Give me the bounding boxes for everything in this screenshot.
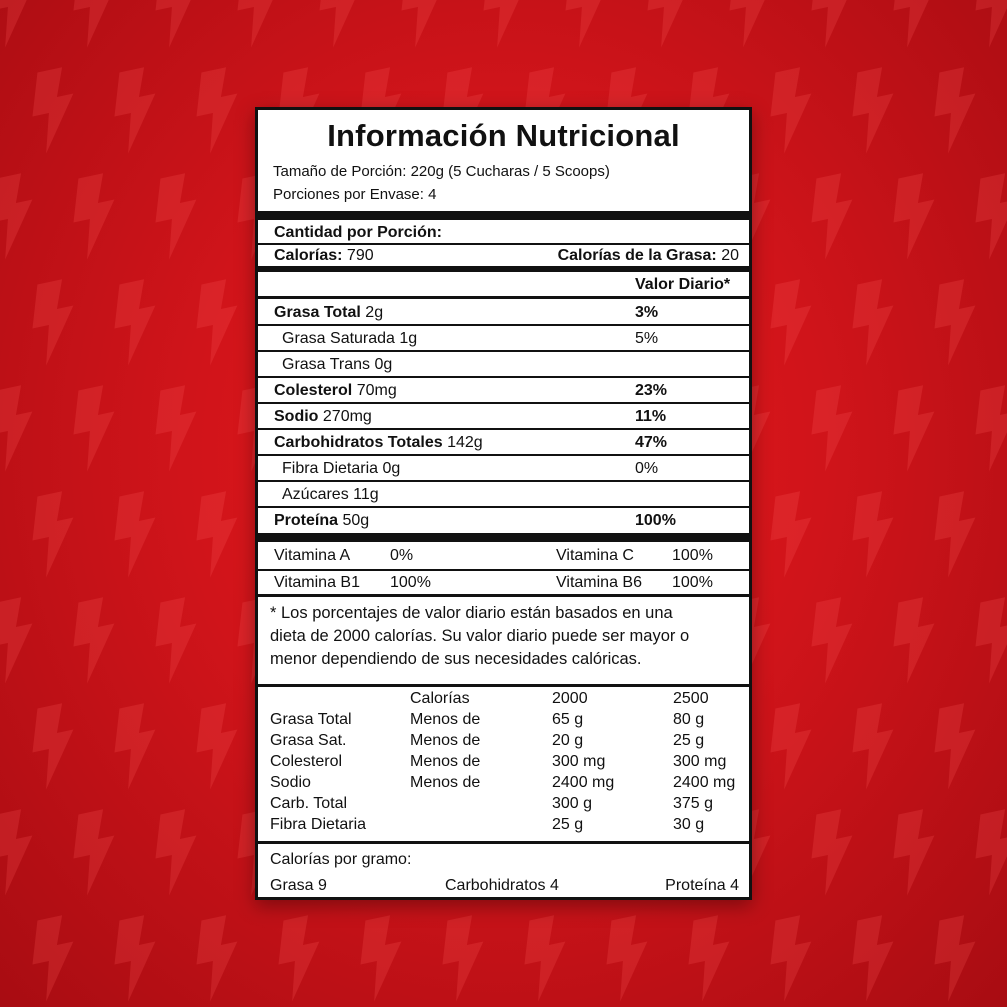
lightning-bolt-icon (803, 596, 864, 685)
reference-table-cell: Grasa Sat. (270, 732, 347, 749)
lightning-bolt-icon (475, 0, 536, 49)
lightning-bolt-icon (762, 914, 823, 1003)
thick-divider (258, 211, 749, 220)
lightning-bolt-icon (967, 596, 1007, 685)
vitamin-b6: Vitamina B6 (556, 574, 642, 591)
lightning-bolt-icon (885, 172, 946, 261)
footnote-line: menor dependiendo de sus necesidades calóricas. (270, 650, 642, 668)
reference-table-cell: 2000 (552, 690, 588, 707)
lightning-bolt-icon (188, 490, 249, 579)
lightning-bolt-icon (147, 384, 208, 473)
reference-table-cell: 65 g (552, 711, 584, 728)
nutrient-name: Carbohidratos Totales 142g (274, 434, 483, 451)
reference-table-cell: 300 mg (552, 753, 606, 770)
reference-table-cell: Sodio (270, 774, 311, 791)
lightning-bolt-icon (0, 172, 43, 261)
lightning-bolt-icon (65, 172, 126, 261)
lightning-bolt-icon (926, 702, 987, 791)
lightning-bolt-icon (762, 490, 823, 579)
lightning-bolt-icon (557, 0, 618, 49)
lightning-bolt-icon (147, 172, 208, 261)
lightning-bolt-icon (926, 914, 987, 1003)
lightning-bolt-icon (106, 66, 167, 155)
nutrient-name: Grasa Saturada 1g (282, 330, 418, 347)
divider (258, 480, 749, 482)
divider (258, 569, 749, 571)
lightning-bolt-icon (844, 490, 905, 579)
reference-table-cell: 2500 (673, 690, 709, 707)
lightning-bolt-icon (844, 914, 905, 1003)
vitamin-c-value: 100% (672, 547, 713, 564)
lightning-bolt-icon (885, 0, 946, 49)
nutrition-facts-label (255, 107, 752, 900)
daily-value-header: Valor Diario* (635, 276, 731, 293)
lightning-bolt-icon (803, 808, 864, 897)
lightning-bolt-icon (721, 0, 782, 49)
nutrient-percent: 100% (635, 512, 676, 529)
reference-table-cell: 2400 mg (673, 774, 736, 791)
reference-table-cell: 2400 mg (552, 774, 615, 791)
reference-table-cell: Menos de (410, 711, 481, 728)
divider (258, 684, 749, 687)
nutrient-percent: 0% (635, 460, 659, 477)
vitamin-a-value: 0% (390, 547, 414, 564)
lightning-bolt-icon (762, 278, 823, 367)
thick-divider (258, 533, 749, 542)
lightning-bolt-icon (352, 914, 413, 1003)
reference-table-cell: 375 g (673, 795, 714, 812)
nutrient-name: Azúcares 11g (282, 486, 379, 503)
lightning-bolt-icon (844, 66, 905, 155)
lightning-bolt-icon (106, 914, 167, 1003)
lightning-bolt-icon (762, 702, 823, 791)
nutrient-name: Sodio 270mg (274, 408, 372, 425)
lightning-bolt-icon (188, 278, 249, 367)
divider (258, 350, 749, 352)
vitamin-b6-value: 100% (672, 574, 713, 591)
reference-table-cell: Menos de (410, 774, 481, 791)
lightning-bolt-icon (229, 0, 290, 49)
nutrient-name: Fibra Dietaria 0g (282, 460, 401, 477)
divider (258, 454, 749, 456)
fat-calories-per-gram: Grasa 9 (270, 877, 327, 894)
lightning-bolt-icon (188, 702, 249, 791)
lightning-bolt-icon (65, 384, 126, 473)
lightning-bolt-icon (680, 914, 741, 1003)
lightning-bolt-icon (24, 914, 85, 1003)
carbs-calories-per-gram: Carbohidratos 4 (445, 877, 559, 894)
reference-table-cell: Carb. Total (270, 795, 348, 812)
lightning-bolt-icon (65, 0, 126, 49)
lightning-bolt-icon (967, 0, 1007, 49)
reference-table-cell: 30 g (673, 816, 705, 833)
vitamin-a: Vitamina A (274, 547, 351, 564)
lightning-bolt-icon (24, 278, 85, 367)
lightning-bolt-icon (844, 278, 905, 367)
lightning-bolt-icon (885, 596, 946, 685)
lightning-bolt-icon (434, 914, 495, 1003)
lightning-bolt-icon (270, 914, 331, 1003)
lightning-bolt-icon (147, 0, 208, 49)
divider (258, 594, 749, 597)
lightning-bolt-icon (24, 702, 85, 791)
reference-table-cell: 300 g (552, 795, 593, 812)
footnote-line: dieta de 2000 calorías. Su valor diario puede ser mayor o (270, 627, 690, 645)
reference-table-cell: Grasa Total (270, 711, 352, 728)
lightning-bolt-icon (147, 596, 208, 685)
lightning-bolt-icon (967, 384, 1007, 473)
calories-per-gram-label: Calorías por gramo: (270, 851, 412, 868)
lightning-bolt-icon (885, 808, 946, 897)
lightning-bolt-icon (106, 278, 167, 367)
nutrient-percent: 47% (635, 434, 668, 451)
divider (258, 243, 749, 245)
lightning-bolt-icon (967, 808, 1007, 897)
lightning-bolt-icon (147, 808, 208, 897)
protein-calories-per-gram: Proteína 4 (665, 877, 739, 894)
divider (258, 376, 749, 378)
servings-per-container: Porciones por Envase: 4 (273, 186, 437, 203)
lightning-bolt-icon (393, 0, 454, 49)
lightning-bolt-icon (762, 66, 823, 155)
reference-table-cell: Calorías (410, 690, 470, 707)
nutrient-name: Proteína 50g (274, 512, 370, 529)
lightning-bolt-icon (311, 0, 372, 49)
lightning-bolt-icon (0, 0, 43, 49)
lightning-bolt-icon (24, 490, 85, 579)
lightning-bolt-icon (24, 66, 85, 155)
lightning-bolt-icon (0, 596, 43, 685)
serving-size: Tamaño de Porción: 220g (5 Cucharas / 5 Scoops) (273, 163, 610, 180)
reference-table-cell: Menos de (410, 732, 481, 749)
nutrient-name: Grasa Trans 0g (282, 356, 393, 373)
lightning-bolt-icon (106, 702, 167, 791)
lightning-bolt-icon (598, 914, 659, 1003)
lightning-bolt-icon (926, 66, 987, 155)
nutrient-percent: 23% (635, 382, 668, 399)
divider (258, 841, 749, 844)
reference-table-cell: 300 mg (673, 753, 727, 770)
reference-table-cell: Colesterol (270, 753, 343, 770)
vitamin-b1: Vitamina B1 (274, 574, 360, 591)
lightning-bolt-icon (803, 384, 864, 473)
lightning-bolt-icon (844, 702, 905, 791)
divider (258, 324, 749, 326)
nutrient-percent: 3% (635, 304, 659, 321)
lightning-bolt-icon (516, 914, 577, 1003)
footnote (270, 602, 739, 671)
nutrient-percent: 5% (635, 330, 659, 347)
lightning-bolt-icon (188, 914, 249, 1003)
divider (258, 428, 749, 430)
lightning-bolt-icon (967, 172, 1007, 261)
vitamin-b1-value: 100% (390, 574, 431, 591)
label-title: Información Nutricional (327, 118, 680, 153)
reference-table-cell: 80 g (673, 711, 705, 728)
nutrient-name: Grasa Total 2g (274, 304, 384, 321)
lightning-bolt-icon (65, 808, 126, 897)
lightning-bolt-icon (65, 596, 126, 685)
reference-table-cell: 25 g (552, 816, 584, 833)
nutrient-percent: 11% (635, 408, 667, 425)
lightning-bolt-icon (926, 490, 987, 579)
reference-table-cell: 25 g (673, 732, 705, 749)
vitamin-c: Vitamina C (556, 547, 634, 564)
lightning-bolt-icon (106, 490, 167, 579)
lightning-bolt-icon (803, 0, 864, 49)
lightning-bolt-icon (639, 0, 700, 49)
lightning-bolt-icon (885, 384, 946, 473)
thick-divider (258, 266, 749, 272)
amount-per-serving: Cantidad por Porción: (274, 224, 442, 241)
calories-from-fat-field: Calorías de la Grasa: 20 (557, 247, 739, 264)
divider (258, 402, 749, 404)
calories-field: Calorías: 790 (274, 247, 374, 264)
divider (258, 296, 749, 299)
lightning-bolt-icon (926, 278, 987, 367)
lightning-bolt-icon (188, 66, 249, 155)
reference-table-cell: Fibra Dietaria (270, 816, 367, 833)
nutrient-name: Colesterol 70mg (274, 382, 397, 399)
reference-table-cell: Menos de (410, 753, 481, 770)
lightning-bolt-icon (803, 172, 864, 261)
lightning-bolt-icon (0, 384, 43, 473)
footnote-line: * Los porcentajes de valor diario están basados en una (270, 604, 673, 622)
divider (258, 506, 749, 508)
lightning-bolt-icon (0, 808, 43, 897)
reference-table-cell: 20 g (552, 732, 584, 749)
